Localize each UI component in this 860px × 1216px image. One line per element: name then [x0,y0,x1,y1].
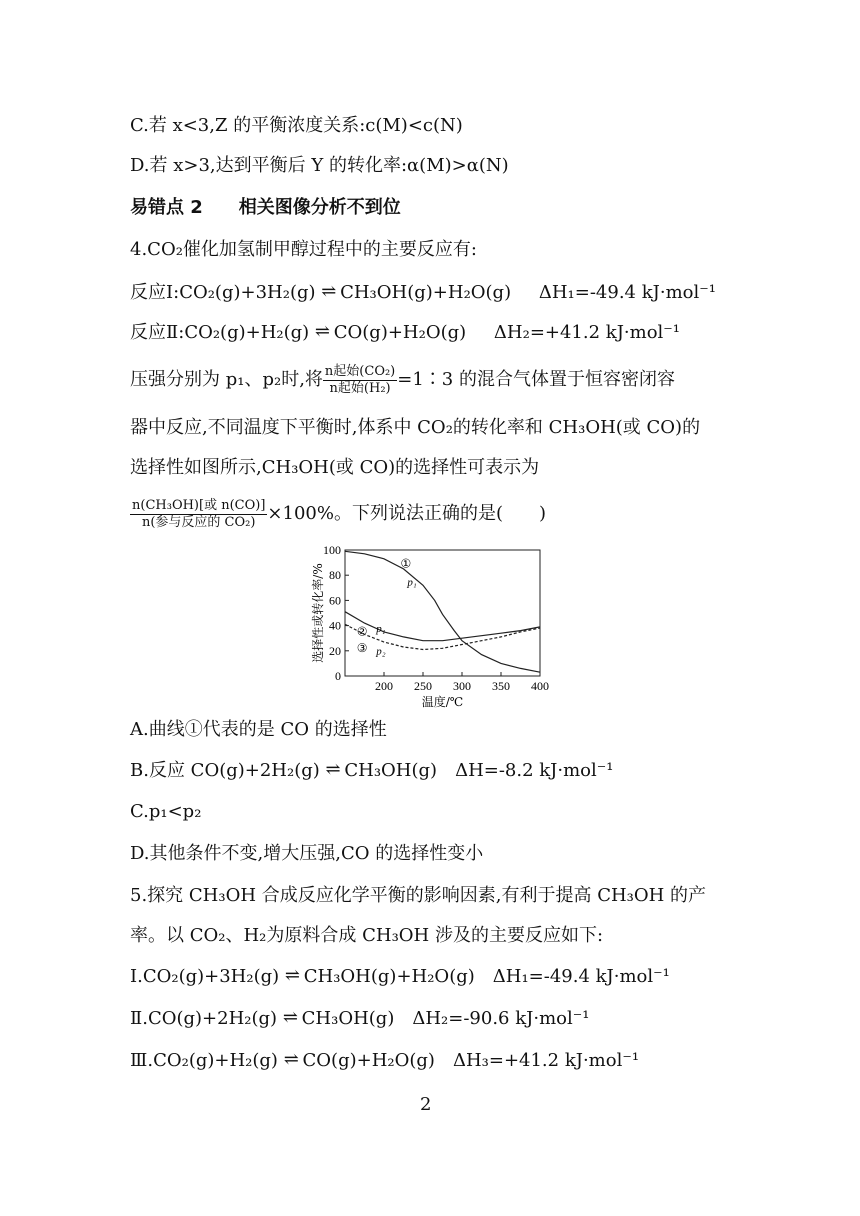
frac2-den: n(参与反应的 CO₂) [141,514,256,530]
opt-b-left: B.反应 CO(g)+2H₂(g) [130,760,320,781]
p-text-b: =1∶3 的混合气体置于恒容密闭容 [397,369,675,390]
selectivity-conversion-chart [300,540,560,710]
series-line-1 [345,551,540,672]
series-pressure-label: p₁ [376,622,386,635]
series-pressure-label: p₁ [407,576,417,589]
q4-option-b [130,758,614,783]
r1-left: CO₂(g)+3H₂(g) [179,282,316,303]
equilibrium-arrow-icon: ⇌ [284,965,298,986]
y-tick-label: 60 [329,593,341,608]
q5-reaction-2 [130,1006,589,1031]
q5-line-1: 5.探究 CH₃OH 合成反应化学平衡的影响因素,有利于提高 CH₃OH 的产 [130,885,707,906]
opt-b-right: CH₃OH(g) ΔH=-8.2 kJ·mol⁻¹ [344,760,614,781]
option-d-prev: D.若 x>3,达到平衡后 Y 的转化率:α(M)>α(N) [130,155,509,176]
q4-selectivity-formula [130,494,546,534]
q5-r1-left: Ⅰ.CO₂(g)+3H₂(g) [130,966,280,987]
q4-line-c: 选择性如图所示,CH₃OH(或 CO)的选择性可表示为 [130,457,540,478]
section-title: 易错点 2 相关图像分析不到位 [130,197,401,218]
q4-option-c: C.p₁<p₂ [130,801,202,822]
x-tick-label: 400 [531,679,549,693]
y-tick-label: 40 [329,618,341,633]
r1-dh: ΔH₁=-49.4 kJ·mol⁻¹ [538,282,716,303]
r2-prefix: 反应Ⅱ: [130,322,185,343]
series-marker-label: ① [400,556,412,571]
p-text-a: 压强分别为 p₁、p₂时,将 [130,369,323,390]
series-line-2 [345,612,540,641]
q4-reaction-2 [130,320,680,345]
x-tick-label: 300 [453,679,471,693]
r1-right: CH₃OH(g)+H₂O(g) [340,282,512,303]
q4-pressure-line [130,360,675,400]
r2-right: CO(g)+H₂O(g) [333,322,467,343]
q5-r2-left: Ⅱ.CO(g)+2H₂(g) [130,1008,278,1029]
selectivity-fraction [130,498,267,531]
q5-line-2: 率。以 CO₂、H₂为原料合成 CH₃OH 涉及的主要反应如下: [130,925,604,946]
q4-option-a: A.曲线①代表的是 CO 的选择性 [130,719,387,740]
r2-dh: ΔH₂=+41.2 kJ·mol⁻¹ [493,322,681,343]
x-tick-label: 200 [375,679,393,693]
q5-reaction-3 [130,1048,639,1073]
q5-r3-right: CO(g)+H₂O(g) ΔH₃=+41.2 kJ·mol⁻¹ [302,1050,640,1071]
q4-line-b: 器中反应,不同温度下平衡时,体系中 CO₂的转化率和 CH₃OH(或 CO)的 [130,417,701,438]
series-marker-label: ③ [356,641,368,656]
equilibrium-arrow-icon: ⇌ [282,1007,296,1028]
y-axis-label: 选择性或转化率/% [311,563,325,663]
equilibrium-arrow-icon: ⇌ [325,759,339,780]
plot-frame [345,550,540,676]
y-tick-label: 0 [335,669,341,683]
x-tick-label: 350 [492,679,510,693]
line-d: ×100%。下列说法正确的是( ) [267,503,546,524]
equilibrium-arrow-icon: ⇌ [283,1049,297,1070]
x-tick-label: 250 [414,679,432,693]
series-pressure-label: p₂ [376,645,386,658]
r1-prefix: 反应Ⅰ: [130,282,180,303]
q5-r2-right: CH₃OH(g) ΔH₂=-90.6 kJ·mol⁻¹ [301,1008,590,1029]
y-tick-label: 20 [329,643,341,658]
feed-ratio-fraction [323,364,397,397]
frac1-den: n起始(H₂) [329,380,391,396]
q5-r3-left: Ⅲ.CO₂(g)+H₂(g) [130,1050,278,1071]
y-tick-label: 100 [323,543,341,557]
x-axis-label: 温度/℃ [421,695,464,709]
q5-reaction-1 [130,964,670,989]
equilibrium-arrow-icon: ⇌ [321,281,335,302]
equilibrium-arrow-icon: ⇌ [314,321,329,342]
option-c-prev: C.若 x<3,Z 的平衡浓度关系:c(M)<c(N) [130,115,463,136]
r2-left: CO₂(g)+H₂(g) [184,322,310,343]
q4-stem: 4.CO₂催化加氢制甲醇过程中的主要反应有: [130,239,477,260]
series-marker-label: ② [356,624,368,639]
q4-option-d: D.其他条件不变,增大压强,CO 的选择性变小 [130,843,484,864]
frac1-num: n起始(CO₂) [324,363,396,379]
y-tick-label: 80 [329,568,341,583]
q4-reaction-1 [130,280,716,305]
q5-r1-right: CH₃OH(g)+H₂O(g) ΔH₁=-49.4 kJ·mol⁻¹ [303,966,670,987]
page-number: 2 [420,1094,432,1115]
frac2-num: n(CH₃OH)[或 n(CO)] [132,497,266,513]
